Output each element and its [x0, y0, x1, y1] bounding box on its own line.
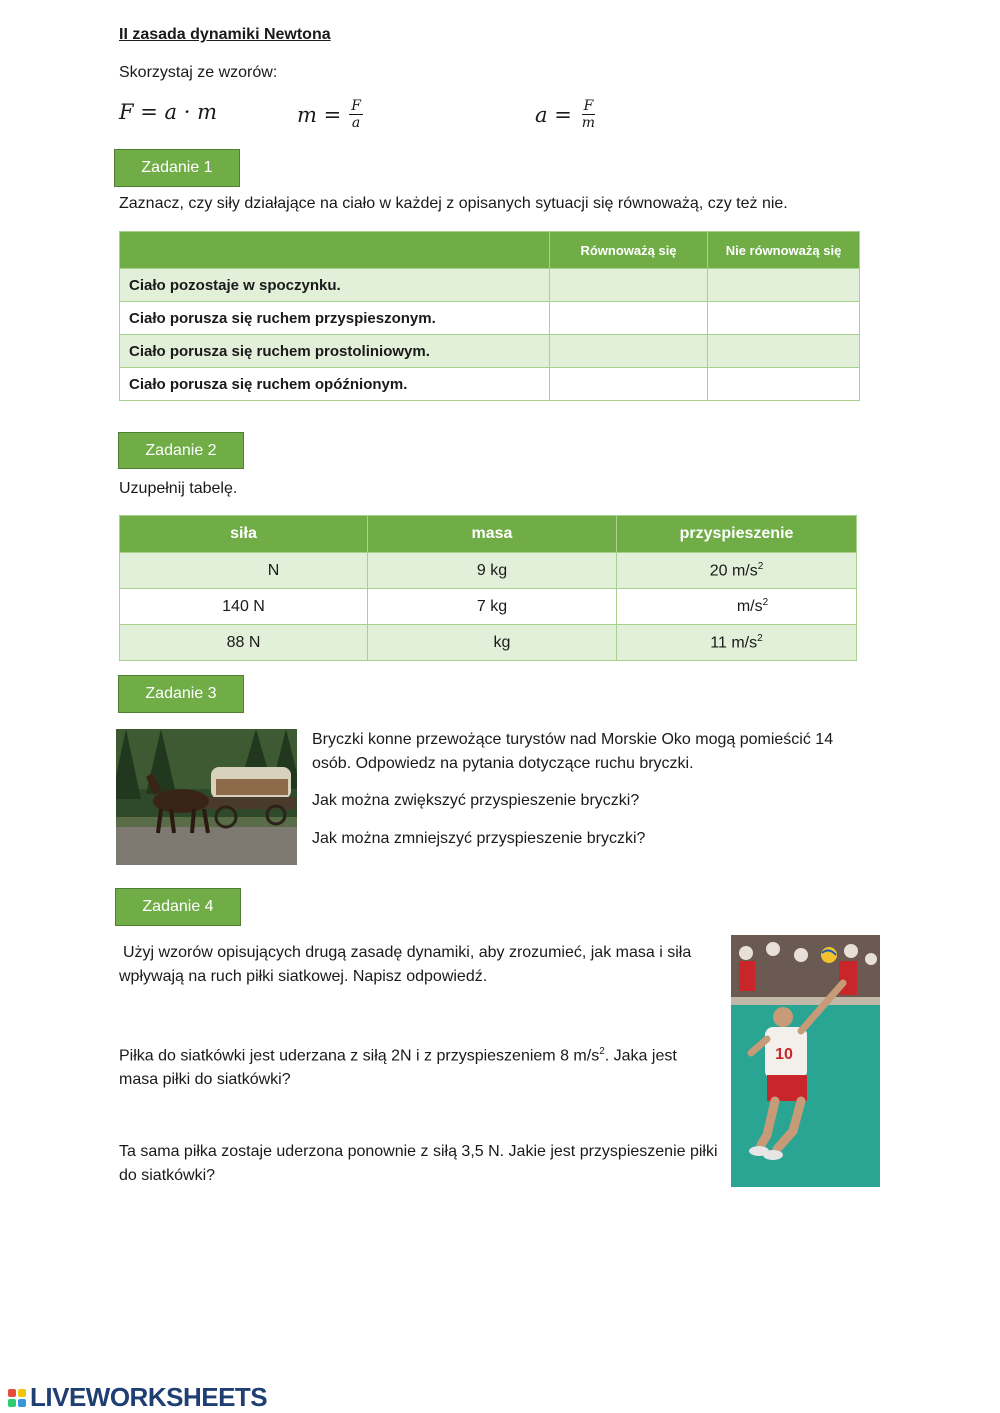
- table-row: [120, 589, 857, 625]
- task4-text: Użyj wzorów opisujących drugą zasadę dynamiki, aby zrozumieć, jak masa i siła wpływają na ruch piłki siatkowej. Napisz odpowiedź.: [119, 944, 692, 985]
- mass-cell[interactable]: kg: [368, 625, 617, 661]
- answer-cell-balanced[interactable]: [550, 269, 708, 302]
- task3-question-2: Jak można zmniejszyć przyspieszenie bryczki?: [312, 830, 646, 847]
- task1-row-label: Ciało pozostaje w spoczynku.: [120, 269, 550, 302]
- acceleration-cell[interactable]: $m/s^2$: [617, 589, 857, 625]
- task1-row-label: Ciało porusza się ruchem opóźnionym.: [120, 368, 550, 401]
- task1-table: [119, 231, 860, 401]
- answer-cell-unbalanced[interactable]: [708, 335, 860, 368]
- task4-question-2: Ta sama piłka zostaje uderzona ponownie z siłą 3,5 N. Jakie jest przyspieszenie piłki do siatkówki?: [119, 1143, 718, 1184]
- task1-instruction: Zaznacz, czy siły działające na ciało w każdej z opisanych sytuacji się równoważą, czy też nie.: [119, 195, 788, 212]
- table-row: [120, 269, 860, 302]
- force-cell[interactable]: N: [120, 553, 368, 589]
- formula-acceleration: a = $\frac{F}{m}$: [535, 98, 596, 131]
- task1-badge: Zadanie 1: [114, 149, 240, 187]
- task1-row-label: Ciało porusza się ruchem przyspieszonym.: [120, 302, 550, 335]
- acceleration-cell: 20 $m/s^2$: [617, 553, 857, 589]
- task2-table: [119, 515, 857, 661]
- horse-carriage-photo: [116, 729, 297, 865]
- answer-cell-balanced[interactable]: [550, 302, 708, 335]
- force-cell: 88 N: [120, 625, 368, 661]
- answer-cell-balanced[interactable]: [550, 335, 708, 368]
- volleyball-player-photo: [731, 935, 880, 1187]
- mass-cell: 9 kg: [368, 553, 617, 589]
- table-row: [120, 335, 860, 368]
- task1-header-empty: [120, 232, 550, 269]
- logo-grid-icon: [8, 1389, 26, 1407]
- task3-badge: Zadanie 3: [118, 675, 244, 713]
- liveworksheets-logo: [8, 1382, 267, 1413]
- formula-mass: m = $\frac{F}{a}$: [297, 98, 361, 131]
- task2-badge: Zadanie 2: [118, 432, 244, 469]
- table-row: [120, 368, 860, 401]
- task2-header-acceleration: przyspieszenie: [617, 516, 857, 553]
- task2-header-force: siła: [120, 516, 368, 553]
- task1-header-unbalanced: Nie równoważą się: [708, 232, 860, 269]
- task3-text: Bryczki konne przewożące turystów nad Morskie Oko mogą pomieścić 14 osób. Odpowiedz na pytania dotyczące ruchu bryczki.: [312, 731, 834, 772]
- formula-force: F = a · m: [119, 100, 217, 124]
- table-row: [120, 625, 857, 661]
- jersey-number: 10: [775, 1046, 793, 1063]
- answer-cell-unbalanced[interactable]: [708, 269, 860, 302]
- acceleration-cell: 11 $m/s^2$: [617, 625, 857, 661]
- formulas-intro: Skorzystaj ze wzorów:: [119, 64, 278, 81]
- mass-cell: 7 kg: [368, 589, 617, 625]
- task1-row-label: Ciało porusza się ruchem prostoliniowym.: [120, 335, 550, 368]
- task1-header-balanced: Równoważą się: [550, 232, 708, 269]
- task2-instruction: Uzupełnij tabelę.: [119, 480, 238, 497]
- task4-question-1: Piłka do siatkówki jest uderzana z siłą 2N i z przyspieszeniem 8 $m/s^2$. Jaka jest masa piłki do siatkówki?: [119, 1046, 677, 1089]
- task4-badge: Zadanie 4: [115, 888, 241, 926]
- table-row: [120, 302, 860, 335]
- force-cell: 140 N: [120, 589, 368, 625]
- table-row: [120, 553, 857, 589]
- page-title: II zasada dynamiki Newtona: [119, 26, 331, 43]
- answer-cell-unbalanced[interactable]: [708, 302, 860, 335]
- task3-question-1: Jak można zwiększyć przyspieszenie bryczki?: [312, 792, 640, 809]
- answer-cell-balanced[interactable]: [550, 368, 708, 401]
- logo-text: LIVEWORKSHEETS: [30, 1382, 268, 1412]
- task2-header-mass: masa: [368, 516, 617, 553]
- answer-cell-unbalanced[interactable]: [708, 368, 860, 401]
